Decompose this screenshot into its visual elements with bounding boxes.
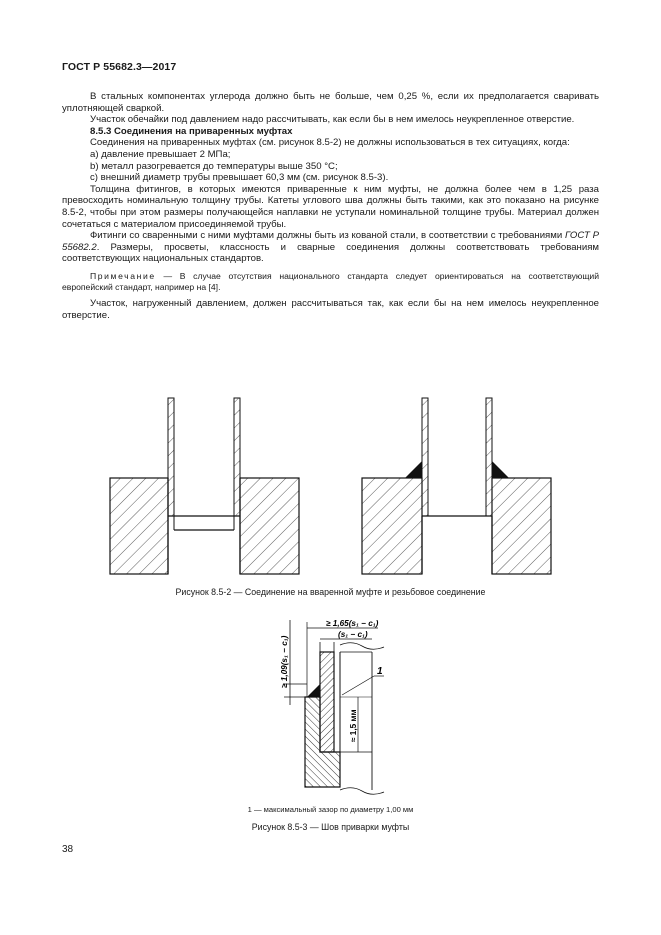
paragraph-thickness: Толщина фитингов, в которых имеются приваренные к ним муфты, не должна более чем в 1,25 раза превосходить номинальную толщину трубы. Катеты углового шва должны быть такими, как это показано на рисунке 8.5-2, чтобы при этом размеры получающейся наплавки не уступали номинальной толщине трубы. Материал должен сочетаться с материалом присоединяемой трубы. (62, 183, 599, 230)
page-number: 38 (62, 844, 74, 855)
figure-8-5-3-legend: 1 — максимальный зазор по диаметру 1,00 мм (247, 805, 414, 814)
figure-8-5-3-caption: Рисунок 8.5-3 — Шов приварки муфты (251, 822, 410, 832)
list-item-a: a) давление превышает 2 МПа; (90, 148, 231, 160)
dim-label-mid: (s₁ − c₁) (338, 630, 368, 639)
paragraph-carbon: В стальных компонентах углерода должно быть не больше, чем 0,25 %, если их предполагается сваривать уплотняющей сваркой. (62, 91, 599, 114)
note-label: Примечание (90, 270, 156, 281)
list-item-c: c) внешний диаметр трубы превышает 60,3 мм (см. рисунок 8.5-3). (90, 172, 389, 184)
callout-number: 1 (377, 666, 383, 677)
standard-reference: ГОСТ Р 55682.2 (62, 230, 599, 253)
dim-label-top: ≥ 1,65(s₁ − c₁) (326, 619, 379, 628)
pipe-wall (320, 652, 334, 752)
fittings-text-start: Фитинги со сваренными с ними муфтами должны быть из кованой стали, в соответствии с требованиями (90, 230, 565, 242)
document-header: ГОСТ Р 55682.3—2017 (62, 61, 177, 73)
paragraph-pressure-area: Участок, нагруженный давлением, должен рассчитываться так, как если бы на нем имелось неукрепленное отверстие. (62, 298, 599, 321)
dim-label-left: ≥ 1,09(s₁ − c₁) (280, 635, 289, 688)
figure-8-5-2-caption: Рисунок 8.5-2 — Соединение на вваренной муфте и резьбовое соединение (175, 587, 486, 597)
section-heading: 8.5.3 Соединения на приваренных муфтах (90, 125, 293, 137)
socket-weld-detail (284, 620, 384, 794)
list-item-b: b) металл разогревается до температуры выше 350 °С; (90, 160, 338, 172)
dim-label-gap: ≈ 1,5 мм (349, 709, 358, 742)
note-text: — В случае отсутствия национального стандарта следует ориентироваться на соответствующий европейский стандарт, например на [4]. (62, 270, 599, 292)
paragraph-conditions: Соединения на приваренных муфтах (см. рисунок 8.5-2) не должны использоваться в тех ситуациях, когда: (90, 137, 570, 149)
paragraph-shell: Участок обечайки под давлением надо рассчитывать, как если бы в нем имелось неукрепленное отверстие. (90, 114, 575, 126)
weld-fillet (307, 684, 320, 697)
fittings-text-end: . Размеры, просветы, классность и сварные соединения должны соответствовать требованиям соответствующих национальных стандартов. (62, 241, 599, 265)
